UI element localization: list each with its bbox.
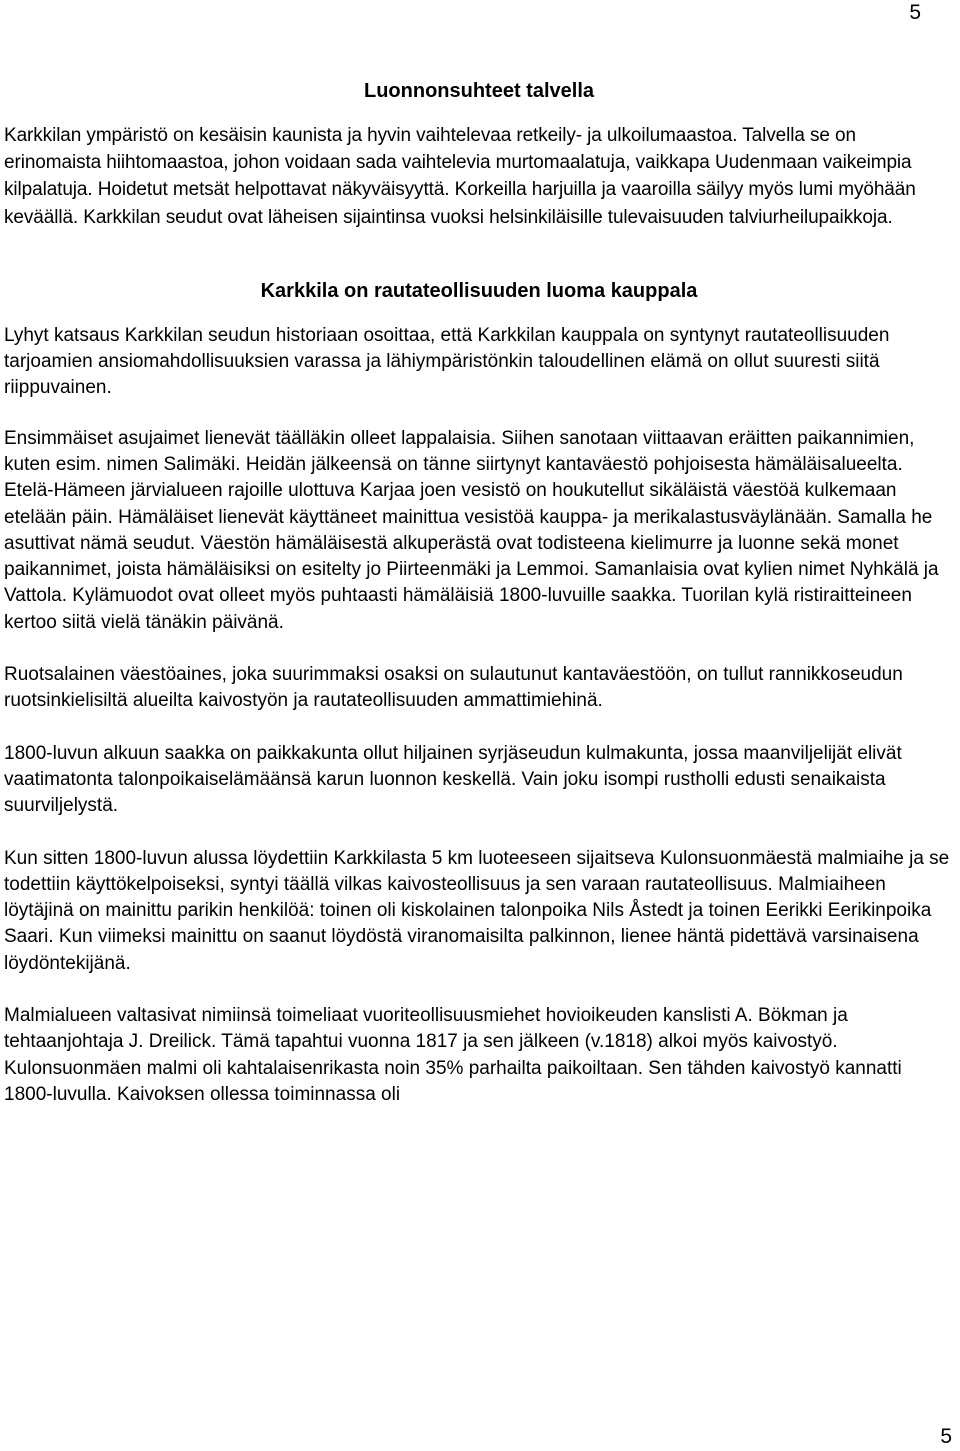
section-heading-iron-industry: Karkkila on rautateollisuuden luoma kauppala [260,279,698,302]
paragraph-gap [4,636,954,662]
paragraph-gap [4,977,954,1003]
page-number-bottom: 5 [940,1425,952,1448]
page-number-top: 5 [909,1,921,24]
paragraph-ore-discovery: Kun sitten 1800-luvun alussa löydettiin Karkkilasta 5 km luoteeseen sijaitseva Kulonsuonmäestä malmiaihe ja se todettiin käyttökelpoiseksi, syntyi täällä vilkas kaivosteollisuus ja sen varaan rautateollisuus. Malmiaiheen löytäjinä on mainittu parikin henkilöä: toinen oli kiskolainen talonpoika Nils Åstedt ja toinen Eerikki Eerikinpoika Saari. Kun viimeksi mainittu on saanut löydöstä viranomaisilta palkinnon, lienee häntä pidettävä varsinaisena löydöntekijänä. [4,847,950,974]
paragraph-history-overview: Lyhyt katsaus Karkkilan seudun historiaan osoittaa, että Karkkilan kauppala on syntynyt rautateollisuuden tarjoamien ansiomahdollisuuksien varassa ja lähiympäristönkin taloudellinen elämä on ollut suuresti siitä riippuvainen. [4,324,890,399]
paragraph-1800s-countryside: 1800-luvun alkuun saakka on paikkakunta ollut hiljainen syrjäseudun kulmakunta, jossa maanviljelijät elivät vaatimatonta talonpoikaiselämäänsä karun luonnon keskellä. Vain joku isompi rustholli edusti senaikaista suurviljelystä. [4,742,902,817]
section-heading-winter: Luonnonsuhteet talvella [363,80,595,102]
paragraph-winter-nature: Karkkilan ympäristö on kesäisin kaunista ja hyvin vaihtelevaa retkeily- ja ulkoilumaastoa. Talvella se on erinomaista hiihtomaastoa, johon voidaan sada vaihtelevia murtomaalatuja, vaikkapa Uudenmaan vaikeimpia kilpalatuja. Hoidetut metsät helpottavat näkyväisyyttä. Korkeilla harjuilla ja vaaroilla säilyy myös lumi myöhään keväällä. Karkkilan seudut ovat läheisen sijaintinsa vuoksi helsinkiläisille tulevaisuuden talviurheilupaikkoja. [4,125,916,228]
paragraph-gap [4,820,954,846]
document-body [4,78,954,1108]
paragraph-mining-start: Malmialueen valtasivat nimiinsä toimeliaat vuoriteollisuusmiehet hovioikeuden kanslisti A. Bökman ja tehtaanjohtaja J. Dreilick. Tämä tapahtui vuonna 1817 ja sen jälkeen (v.1818) alkoi myös kaivostyö. Kulonsuonmäen malmi oli kahtalaisenrikasta noin 35% parhailta paikoiltaan. Sen tähden kaivostyö kannatti 1800-luvulla. Kaivoksen ollessa toiminnassa oli [4,1005,902,1105]
paragraph-gap [4,402,954,426]
paragraph-first-settlers: Ensimmäiset asujaimet lienevät täälläkin olleet lappalaisia. Siihen sanotaan viittaavan eräitten paikannimien, kuten esim. nimen Salimäki. Heidän jälkeensä on tänne siirtynyt kantaväestö pohjoisesta hämäläisalueelta. Etelä-Hämeen järvialueen rajoille ulottuva Karjaa joen vesistö on houkutellut sikäläistä väestöä kulkemaan etelään päin. Hämäläiset lienevät käyttäneet mainittua vesistöä kauppa- ja merikalastusväylänään. Samalla he asuttivat nämä seudut. Väestön hämäläisestä alkuperästä ovat todisteena kielimurre ja luonne sekä monet paikannimet, joista hämäläisiksi on esitelty jo Piirteenmäki ja Lemmoi. Samanlaisia ovat kylien nimet Nyhkälä ja Vattola. Kylämuodot ovat olleet myös puhtaasti hämäläisiä 1800-luvuille saakka. Tuorilan kylä ristiraitteineen kertoo siitä vielä tänäkin päivänä. [4,427,939,633]
paragraph-gap [4,715,954,741]
paragraph-swedish-population: Ruotsalainen väestöaines, joka suurimmaksi osaksi on sulautunut kantaväestöön, on tullut rannikkoseudun ruotsinkielisiltä alueilta kaivostyön ja rautateollisuuden ammattimiehinä. [4,664,903,712]
